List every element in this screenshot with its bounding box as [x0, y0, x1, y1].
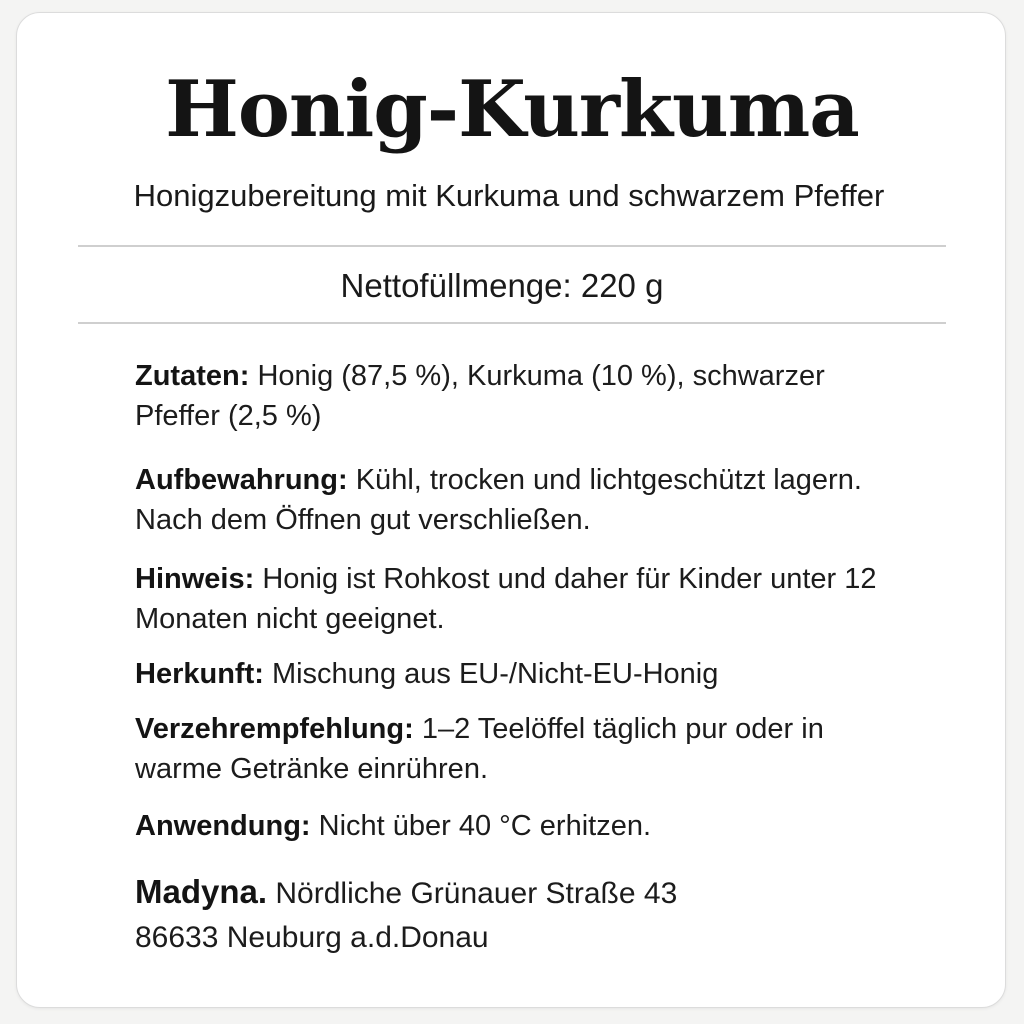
usage-section — [135, 806, 905, 846]
origin-label: Herkunft: — [135, 658, 264, 690]
serving-label: Verzehrempfehlung: — [135, 713, 414, 745]
storage-text: Kühl, trocken und lichtgeschützt lagern. Nach dem Öffnen gut verschließen. — [135, 464, 862, 536]
serving-section — [135, 709, 905, 789]
origin-text: Mischung aus EU-/Nicht-EU-Honig — [271, 658, 719, 690]
ingredients-text: Honig (87,5 %), Kurkuma (10 %), schwarzer Pfeffer (2,5 %) — [135, 360, 825, 432]
company-name: Madyna. — [135, 873, 268, 910]
storage-label: Aufbewahrung: — [135, 464, 348, 496]
usage-label: Anwendung: — [135, 810, 311, 842]
storage-section — [135, 460, 905, 540]
usage-text: Nicht über 40 °C erhitzen. — [318, 810, 652, 842]
ingredients-section — [135, 356, 905, 436]
company-address — [135, 870, 905, 960]
serving-text: 1–2 Teelöffel täglich pur oder in warme Getränke einrühren. — [135, 713, 824, 785]
divider-top — [78, 245, 946, 247]
note-label: Hinweis: — [135, 563, 255, 595]
company-city: 86633 Neuburg a.d.Donau — [135, 921, 489, 954]
note-section — [135, 559, 905, 639]
company-street: Nördliche Grünauer Straße 43 — [275, 877, 678, 910]
product-subtitle: Honigzubereitung mit Kurkuma und schwarzem Pfeffer — [133, 178, 885, 213]
divider-bottom — [78, 322, 946, 324]
origin-section — [135, 654, 905, 694]
net-quantity: Nettofüllmenge: 220 g — [340, 267, 664, 304]
product-title: Honig-Kurkuma — [165, 64, 859, 155]
ingredients-label: Zutaten: — [135, 360, 250, 392]
note-text: Honig ist Rohkost und daher für Kinder unter 12 Monaten nicht geeignet. — [135, 563, 877, 635]
